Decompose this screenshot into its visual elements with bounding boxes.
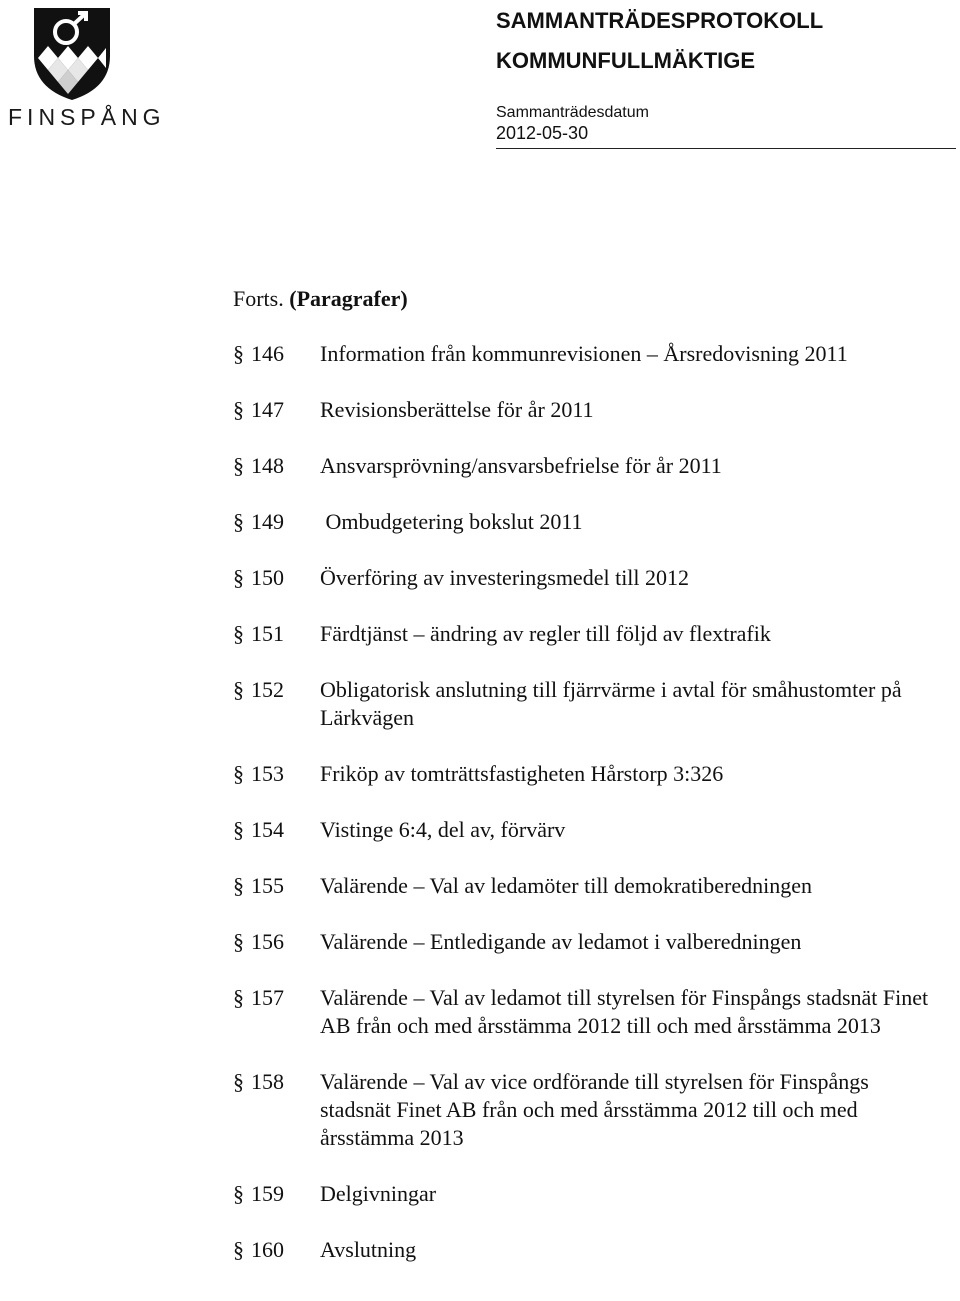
paragraph-item bbox=[233, 564, 933, 592]
section-sign-icon: § bbox=[233, 677, 244, 702]
header-divider bbox=[496, 148, 956, 149]
section-sign-icon: § bbox=[233, 1181, 244, 1206]
paragraph-num: 151 bbox=[251, 621, 284, 646]
paragraph-num: 150 bbox=[251, 565, 284, 590]
paragraph-number bbox=[233, 1180, 320, 1208]
section-heading bbox=[233, 286, 408, 312]
paragraph-num: 157 bbox=[251, 985, 284, 1010]
paragraph-num: 160 bbox=[251, 1237, 284, 1262]
paragraph-title: Friköp av tomträttsfastigheten Hårstorp 3:326 bbox=[320, 761, 724, 786]
continuation-label: Forts. bbox=[233, 286, 284, 311]
paragraph-item bbox=[233, 452, 933, 480]
section-sign-icon: § bbox=[233, 621, 244, 646]
section-sign-icon: § bbox=[233, 341, 244, 366]
meeting-date-label: Sammanträdesdatum bbox=[496, 104, 649, 121]
paragraph-title: Valärende – Val av ledamot till styrelsen för Finspångs stadsnät Finet AB från och med årsstämma 2012 till och med årsstämma 2013 bbox=[320, 985, 933, 1038]
paragraph-title: Ombudgetering bokslut 2011 bbox=[320, 509, 583, 534]
paragraph-number bbox=[233, 452, 320, 480]
paragraph-num: 156 bbox=[251, 929, 284, 954]
paragraph-num: 152 bbox=[251, 677, 284, 702]
municipality-logo bbox=[0, 0, 166, 140]
paragraph-title: Vistinge 6:4, del av, förvärv bbox=[320, 817, 566, 842]
paragraph-num: 155 bbox=[251, 873, 284, 898]
section-sign-icon: § bbox=[233, 817, 244, 842]
paragraph-number bbox=[233, 1068, 320, 1152]
paragraph-item bbox=[233, 872, 933, 900]
paragraph-title: Valärende – Entledigande av ledamot i valberedningen bbox=[320, 929, 802, 954]
paragraph-number bbox=[233, 508, 320, 536]
section-sign-icon: § bbox=[233, 453, 244, 478]
section-sign-icon: § bbox=[233, 873, 244, 898]
paragraph-item bbox=[233, 760, 933, 788]
paragraph-number bbox=[233, 564, 320, 592]
municipality-name: FINSPÅNG bbox=[8, 104, 166, 130]
document-type-title: SAMMANTRÄDESPROTOKOLL bbox=[496, 8, 824, 33]
section-sign-icon: § bbox=[233, 761, 244, 786]
paragraph-num: 153 bbox=[251, 761, 284, 786]
meeting-date: 2012-05-30 bbox=[496, 123, 589, 143]
section-sign-icon: § bbox=[233, 565, 244, 590]
paragraph-item bbox=[233, 1180, 933, 1208]
paragraph-num: 146 bbox=[251, 341, 284, 366]
paragraph-item bbox=[233, 1068, 933, 1152]
paragraph-num: 149 bbox=[251, 509, 284, 534]
paragraph-number bbox=[233, 984, 320, 1040]
paragraph-title: Obligatorisk anslutning till fjärrvärme i avtal för småhustomter på Lärkvägen bbox=[320, 677, 908, 730]
paragraph-title: Valärende – Val av vice ordförande till styrelsen för Finspångs stadsnät Finet AB från och med årsstämma 2012 till och med årsstämma 2013 bbox=[320, 1069, 875, 1150]
paragraph-title: Överföring av investeringsmedel till 2012 bbox=[320, 565, 690, 590]
paragraph-item bbox=[233, 676, 933, 732]
paragraph-number bbox=[233, 340, 320, 368]
paragraph-num: 147 bbox=[251, 397, 284, 422]
paragraph-item bbox=[233, 396, 933, 424]
paragraph-item bbox=[233, 928, 933, 956]
paragraph-title: Ansvarsprövning/ansvarsbefrielse för år 2011 bbox=[320, 453, 722, 478]
paragraph-num: 158 bbox=[251, 1069, 284, 1094]
paragraph-item bbox=[233, 984, 933, 1040]
paragraph-item bbox=[233, 340, 933, 368]
paragraph-number bbox=[233, 620, 320, 648]
paragraph-number bbox=[233, 816, 320, 844]
paragraph-number bbox=[233, 872, 320, 900]
paragraphs-heading: (Paragrafer) bbox=[289, 286, 408, 311]
section-sign-icon: § bbox=[233, 509, 244, 534]
paragraph-num: 159 bbox=[251, 1181, 284, 1206]
paragraph-title: Valärende – Val av ledamöter till demokratiberedningen bbox=[320, 873, 812, 898]
paragraph-number bbox=[233, 928, 320, 956]
section-sign-icon: § bbox=[233, 1237, 244, 1262]
paragraph-number bbox=[233, 396, 320, 424]
paragraph-title: Revisionsberättelse för år 2011 bbox=[320, 397, 594, 422]
paragraph-item bbox=[233, 816, 933, 844]
paragraph-title: Information från kommunrevisionen – Årsredovisning 2011 bbox=[320, 341, 848, 366]
paragraph-list bbox=[233, 340, 933, 1292]
paragraph-num: 154 bbox=[251, 817, 284, 842]
paragraph-title: Färdtjänst – ändring av regler till följd av flextrafik bbox=[320, 621, 771, 646]
paragraph-number bbox=[233, 1236, 320, 1264]
section-sign-icon: § bbox=[233, 929, 244, 954]
section-sign-icon: § bbox=[233, 397, 244, 422]
paragraph-num: 148 bbox=[251, 453, 284, 478]
paragraph-number bbox=[233, 760, 320, 788]
paragraph-item bbox=[233, 620, 933, 648]
paragraph-item bbox=[233, 508, 933, 536]
paragraph-title: Delgivningar bbox=[320, 1181, 437, 1206]
section-sign-icon: § bbox=[233, 985, 244, 1010]
paragraph-number bbox=[233, 676, 320, 732]
assembly-title: KOMMUNFULLMÄKTIGE bbox=[496, 48, 756, 73]
section-sign-icon: § bbox=[233, 1069, 244, 1094]
coat-of-arms-icon bbox=[30, 6, 114, 102]
paragraph-item bbox=[233, 1236, 933, 1264]
paragraph-title: Avslutning bbox=[320, 1237, 417, 1262]
